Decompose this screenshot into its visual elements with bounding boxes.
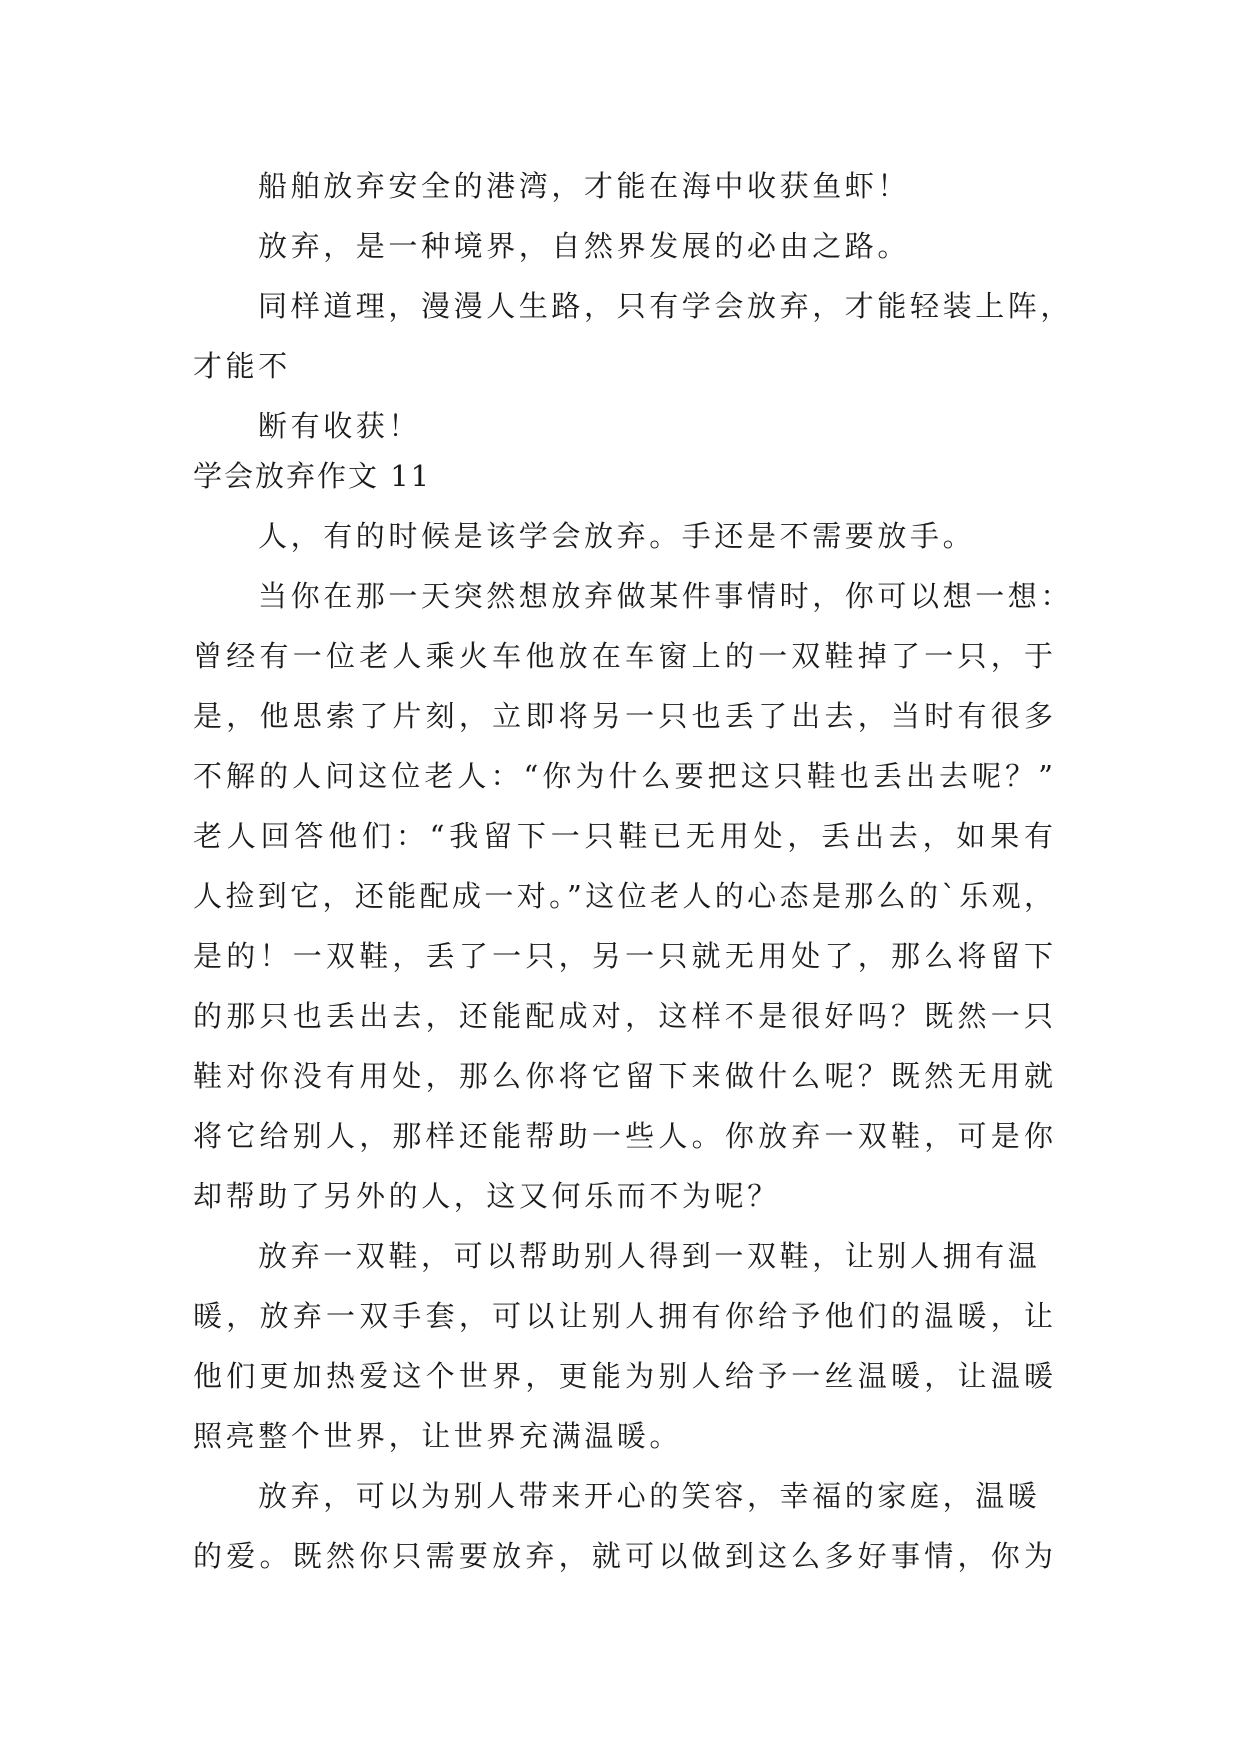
paragraph-line: 的那只也丢出去，还能配成对，这样不是很好吗？既然一只 (193, 999, 1053, 1033)
paragraph-line: 不解的人问这位老人：“你为什么要把这只鞋也丢出去呢？” (193, 759, 1053, 793)
paragraph-line: 放弃，可以为别人带来开心的笑容，幸福的家庭，温暖 (258, 1479, 1041, 1513)
paragraph-line: 才能不 (193, 349, 291, 383)
paragraph-line: 暖，放弃一双手套，可以让别人拥有你给予他们的温暖，让 (193, 1299, 1053, 1333)
paragraph-line: 老人回答他们：“我留下一只鞋已无用处，丢出去，如果有 (193, 819, 1053, 853)
paragraph-line: 是，他思索了片刻，立即将另一只也丢了出去，当时有很多 (193, 699, 1053, 733)
paragraph-line: 断有收获！ (258, 409, 422, 443)
paragraph-line: 照亮整个世界，让世界充满温暖。 (193, 1419, 683, 1453)
section-heading: 学会放弃作文 11 (193, 459, 432, 493)
paragraph-line: 当你在那一天突然想放弃做某件事情时，你可以想一想： (258, 579, 1074, 613)
paragraph-line: 将它给别人，那样还能帮助一些人。你放弃一双鞋，可是你 (193, 1119, 1053, 1153)
paragraph-line: 同样道理，漫漫人生路，只有学会放弃，才能轻装上阵， (258, 289, 1074, 323)
paragraph-line: 人，有的时候是该学会放弃。手还是不需要放手。 (258, 519, 976, 553)
paragraph-line: 曾经有一位老人乘火车他放在车窗上的一双鞋掉了一只，于 (193, 639, 1053, 673)
paragraph-line: 他们更加热爱这个世界，更能为别人给予一丝温暖，让温暖 (193, 1359, 1053, 1393)
paragraph-line: 是的！一双鞋，丢了一只，另一只就无用处了，那么将留下 (193, 939, 1053, 973)
paragraph-line: 放弃，是一种境界，自然界发展的必由之路。 (258, 229, 911, 263)
paragraph-line: 却帮助了另外的人，这又何乐而不为呢？ (193, 1179, 780, 1213)
paragraph-line: 船舶放弃安全的港湾，才能在海中收获鱼虾！ (258, 169, 911, 203)
paragraph-line: 的爱。既然你只需要放弃，就可以做到这么多好事情，你为 (193, 1539, 1053, 1573)
paragraph-line: 人捡到它，还能配成一对。”这位老人的心态是那么的`乐观， (193, 879, 1053, 913)
paragraph-line: 鞋对你没有用处，那么你将它留下来做什么呢？既然无用就 (193, 1059, 1053, 1093)
paragraph-line: 放弃一双鞋，可以帮助别人得到一双鞋，让别人拥有温 (258, 1239, 1041, 1273)
